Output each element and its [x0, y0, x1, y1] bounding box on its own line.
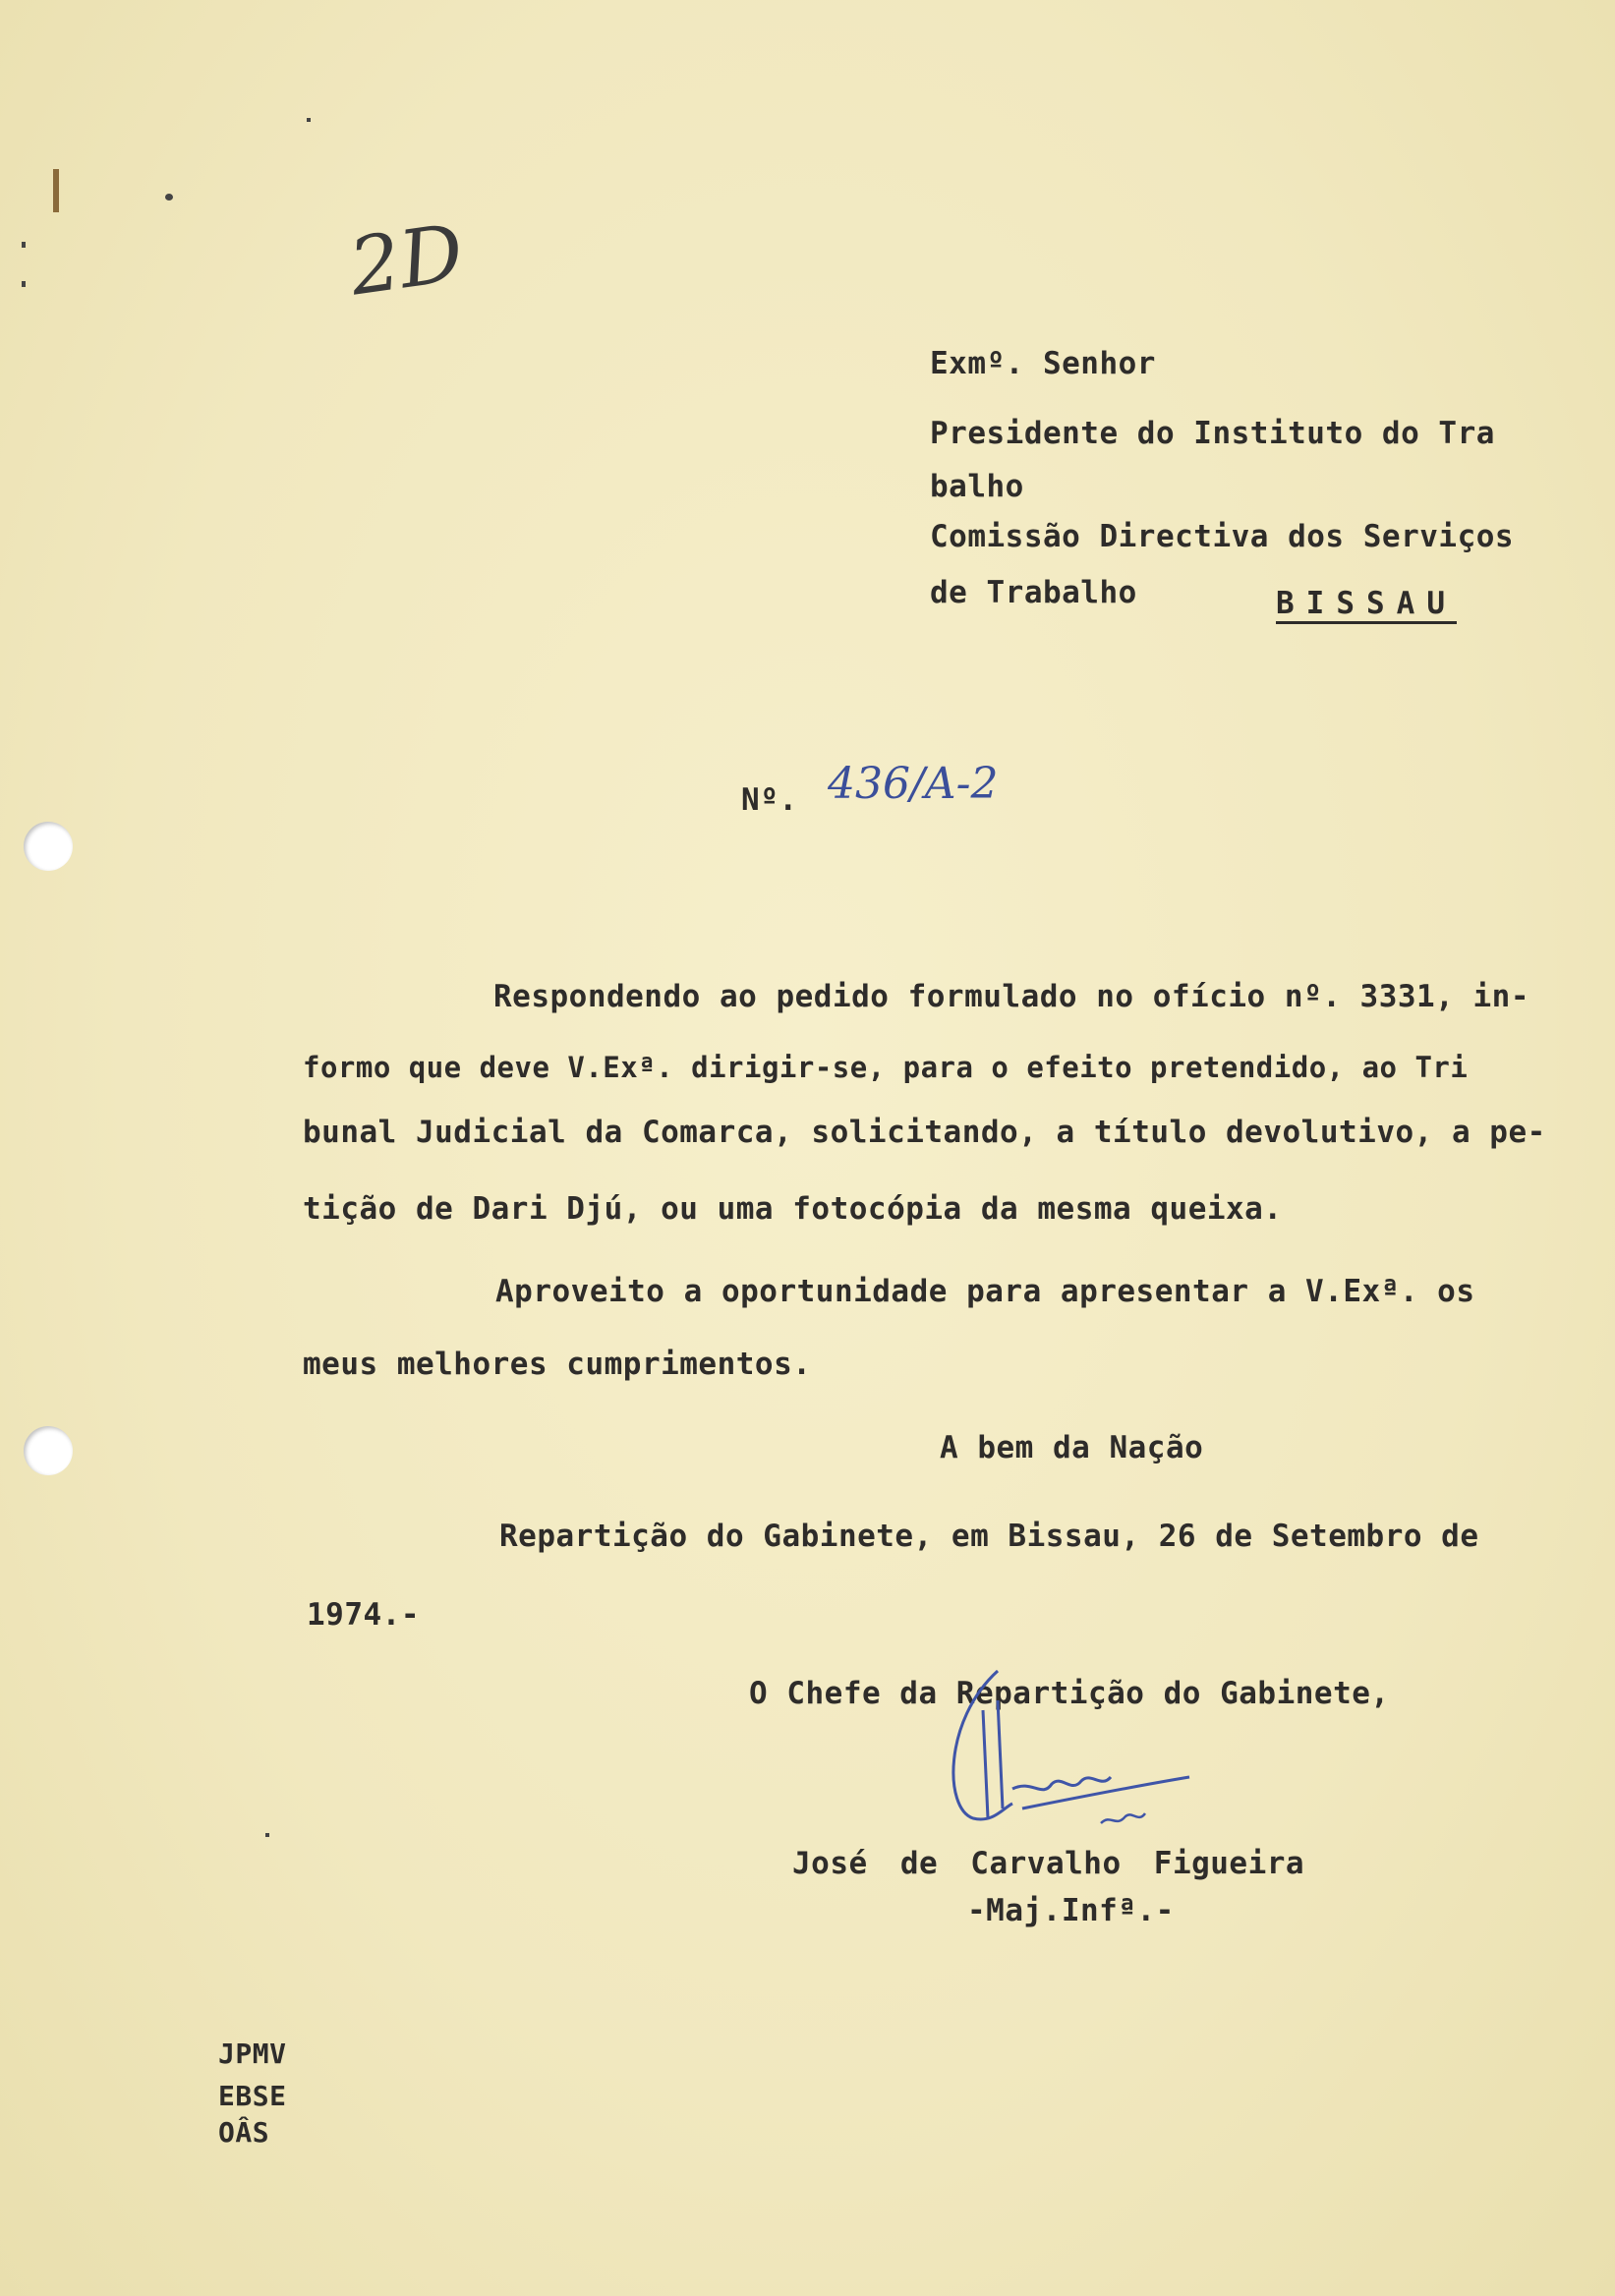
- handwritten-annotation: 2D: [344, 206, 469, 314]
- signatory-name: José de Carvalho Figueira: [792, 1846, 1305, 1881]
- body-line: bunal Judicial da Comarca, solicitando, a título devolutivo, a pe-: [303, 1115, 1546, 1150]
- initials-line: OÂS: [218, 2116, 270, 2149]
- handwritten-signature: [904, 1661, 1199, 1858]
- place-date-line: Repartição do Gabinete, em Bissau, 26 de Setembro de: [499, 1519, 1479, 1554]
- addressee-salutation: Exmº. Senhor: [930, 346, 1156, 381]
- speck: [22, 281, 26, 287]
- body-line: tição de Dari Djú, ou uma fotocópia da mesma queixa.: [303, 1191, 1283, 1227]
- punch-hole-bottom: [24, 1426, 73, 1475]
- signatory-title: O Chefe da Repartição do Gabinete,: [749, 1676, 1390, 1711]
- place-date-year: 1974.-: [307, 1597, 420, 1633]
- signatory-rank: -Maj.Infª.-: [967, 1893, 1175, 1928]
- addressee-line: de Trabalho: [930, 575, 1137, 610]
- addressee-line: Comissão Directiva dos Serviços: [930, 519, 1515, 554]
- body-line: Aproveito a oportunidade para apresentar a V.Exª. os: [495, 1274, 1475, 1309]
- body-line: formo que deve V.Exª. dirigir-se, para o efeito pretendido, ao Tri: [303, 1051, 1469, 1084]
- body-line: Respondendo ao pedido formulado no ofício nº. 3331, in-: [493, 979, 1529, 1014]
- reference-number-handwritten: 436/A-2: [828, 759, 999, 809]
- speck: [265, 1833, 269, 1837]
- addressee-line: Presidente do Instituto do Tra: [930, 416, 1495, 451]
- staple-mark: [53, 169, 59, 212]
- reference-label: Nº.: [741, 782, 798, 818]
- closing-formula: A bem da Nação: [940, 1430, 1204, 1465]
- addressee-line: balho: [930, 469, 1024, 504]
- addressee-city: BISSAU: [1276, 586, 1457, 621]
- body-line: meus melhores cumprimentos.: [303, 1347, 812, 1382]
- initials-line: EBSE: [218, 2080, 287, 2112]
- initials-line: JPMV: [218, 2038, 287, 2070]
- speck: [165, 194, 173, 201]
- speck: [307, 118, 311, 122]
- speck: [22, 242, 26, 248]
- punch-hole-top: [24, 822, 73, 871]
